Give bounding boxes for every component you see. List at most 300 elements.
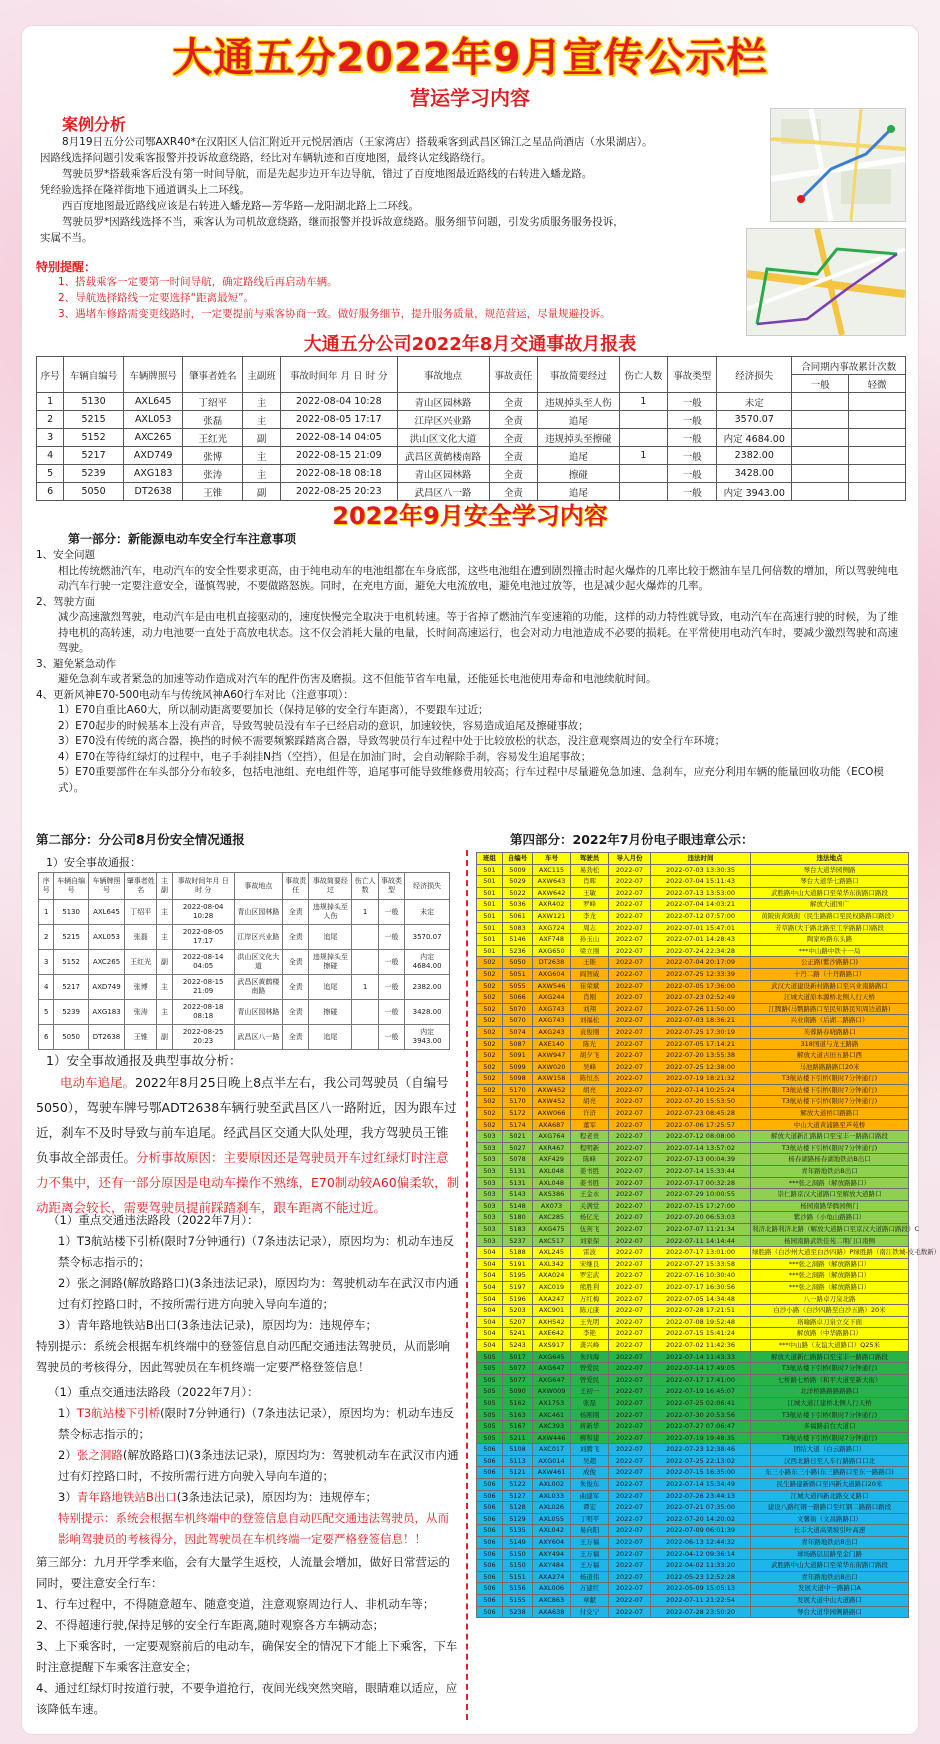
tip-item: 3、遇堵车修路需变更线路时，一定要提前与乘客协商一致。做好服务细节，提升服务质量，规范营运，尽量规避投诉。 <box>58 308 611 320</box>
table-cell: AXC461 <box>533 1409 571 1421</box>
table-header-cell: 违法地点 <box>751 853 909 865</box>
table-cell: 5130 <box>54 900 88 925</box>
table-cell: 5203 <box>503 1305 533 1317</box>
table-cell: AXC265 <box>88 950 125 975</box>
table-cell: 伍剑飞 <box>571 1224 609 1236</box>
table-cell: 丁明平 <box>571 1513 609 1525</box>
table-cell: 青山区园林路 <box>234 900 282 925</box>
safety-item-heading: 2、驾驶方面 <box>36 595 96 608</box>
table-cell: 2022-07-11 21:22:54 <box>651 1595 751 1607</box>
table-header-cell: 事故时间年月 日 时 分 <box>172 873 234 900</box>
table-cell: 5078 <box>503 1154 533 1166</box>
table-cell: 2022-07 <box>609 1200 651 1212</box>
table-cell: 程明新 <box>571 1142 609 1154</box>
table-cell: DT2638 <box>123 483 183 501</box>
table-cell: 一般 <box>668 465 717 483</box>
table-cell: AXL026 <box>533 1502 571 1514</box>
table-cell: AXL048 <box>533 1166 571 1178</box>
table-row <box>37 465 906 483</box>
table-cell: 易劲松 <box>571 864 609 876</box>
map-image-icon <box>747 229 905 335</box>
table-cell: 王锥 <box>183 483 243 501</box>
table-cell: 全责 <box>489 429 538 447</box>
table-cell: 主 <box>243 411 281 429</box>
table-cell: 5113 <box>503 1455 533 1467</box>
table-cell: AXR467 <box>533 1142 571 1154</box>
table-cell: 2022-07 <box>609 876 651 888</box>
table-row <box>477 992 909 1004</box>
table-cell: 2022-07-19 19:48:35 <box>651 1432 751 1444</box>
table-cell: 多福路前台大道口 <box>751 1421 909 1433</box>
table-cell: 2022-07-12 08:08:00 <box>651 1131 751 1143</box>
table-cell: 5170 <box>503 1096 533 1108</box>
table-row <box>477 1606 909 1618</box>
table-row <box>477 1363 909 1375</box>
route-map-2 <box>746 228 906 336</box>
table-cell: AXW643 <box>533 876 571 888</box>
table-cell: 洪山区文化大道 <box>397 429 489 447</box>
table-row <box>39 925 450 950</box>
table-cell: ***张之洞路（解放路路口） <box>751 1281 909 1293</box>
table-cell: 502 <box>477 1096 503 1108</box>
table-cell: 503 <box>477 1235 503 1247</box>
table-cell: AXF748 <box>533 934 571 946</box>
table-cell: ***张之洞路（解放路路口） <box>751 1258 909 1270</box>
table-cell: 追尾 <box>538 411 619 429</box>
table-cell: 5167 <box>503 1421 533 1433</box>
safety-item-text: 避免急刹车或者紧急的加速等动作造成对汽车的配件伤害及磨损。这不但能节省车电量，还能延长电池使用寿命和电池续航时间。 <box>58 673 657 685</box>
table-cell: 2022-07 <box>609 1409 651 1421</box>
table-cell: T3航站楼下引桥(限时7分钟通行) <box>751 1409 909 1421</box>
case-line: 8月19日五分公司鄂AXR40*在汉阳区人信汇附近开元悦居酒店（王家湾店）搭载乘客到武昌区锦江之星品尚酒店（水果湖店）。 <box>62 136 653 148</box>
table-cell: 506 <box>477 1571 503 1583</box>
table-cell: AXL645 <box>88 900 125 925</box>
table-row <box>477 1374 909 1386</box>
table-cell: AXG604 <box>533 968 571 980</box>
table-cell: 502 <box>477 1015 503 1027</box>
table-cell: 5162 <box>503 1397 533 1409</box>
table-cell: 2022-07 <box>609 980 651 992</box>
table-cell: 解放路（中华路路口） <box>751 1328 909 1340</box>
table-cell <box>352 925 378 950</box>
table-row <box>477 1583 909 1595</box>
table-cell: 5128 <box>503 1502 533 1514</box>
table-cell: AXG764 <box>533 1131 571 1143</box>
table-cell: 505 <box>477 1397 503 1409</box>
table-cell: 杨园南路武铁佳苑二期门口南侧 <box>751 1235 909 1247</box>
table-header-cell: 伤亡人数 <box>352 873 378 900</box>
table-cell <box>352 950 378 975</box>
table-header-cell: 肇事者姓名 <box>125 873 157 900</box>
table-cell: 兴业南路（后湖二路路口） <box>751 1015 909 1027</box>
table-cell: 武胜路中山大道路口至荣华东街路口路段 <box>751 887 909 899</box>
table-cell: 青山区园林路 <box>397 465 489 483</box>
table-cell: 副 <box>157 950 172 975</box>
table-cell: 2022-07 <box>609 1154 651 1166</box>
case-line: 驾驶员罗*因路线选择不当，乘客认为司机故意绕路，继而报警并投诉故意绕路。服务细节问题，引发劣质服务服务投诉， <box>62 216 624 228</box>
table-cell: 2022-07 <box>609 1038 651 1050</box>
table-cell: AXC901 <box>533 1305 571 1317</box>
table-cell: 5196 <box>503 1293 533 1305</box>
table-cell: 武胜路中山大道路口至荣华东街路口路段 <box>751 1560 909 1572</box>
table-cell: AXL245 <box>533 1247 571 1259</box>
table-cell: 芳草路(大于路北路至工学路路口)路段 <box>751 922 909 934</box>
table-cell: 王锥 <box>125 1025 157 1050</box>
table-cell: 副 <box>157 1025 172 1050</box>
table-cell: 3 <box>37 429 64 447</box>
table-cell: 2022-06-13 12:44:32 <box>651 1537 751 1549</box>
table-cell: 张涛 <box>183 465 243 483</box>
table-cell: 北洋桥路路路路路口 <box>751 1386 909 1398</box>
table-cell: 2022-07-23 02:52:49 <box>651 992 751 1004</box>
table-cell: 中山大道黄浦路至芦苑桥 <box>751 1119 909 1131</box>
table-cell: 5217 <box>64 447 124 465</box>
table-cell: 2022-07-13 00:04:39 <box>651 1154 751 1166</box>
violation-roads <box>36 1210 460 1720</box>
table-cell: 违规掉头至擦碰 <box>309 950 352 975</box>
table-cell: 2022-07-17 17:41:00 <box>651 1374 751 1386</box>
table-cell: 周志 <box>571 922 609 934</box>
table-cell: 公正路(紫沙路路口) <box>751 957 909 969</box>
table-cell: 易向阳 <box>571 1525 609 1537</box>
table-cell: 2022-07 <box>609 864 651 876</box>
table-cell: 肖晖 <box>571 876 609 888</box>
table-cell: 2022-08-18 08:18 <box>172 1000 234 1025</box>
table-cell: 5070 <box>503 1003 533 1015</box>
table-cell: 2022-08-25 20:23 <box>172 1025 234 1050</box>
table-cell: 2022-07 <box>609 1386 651 1398</box>
table-row <box>477 1131 909 1143</box>
table-cell: 503 <box>477 1200 503 1212</box>
table-cell: 违规掉头至人伤 <box>538 393 619 411</box>
table-cell: 5239 <box>64 465 124 483</box>
table-cell: 5180 <box>503 1212 533 1224</box>
table-cell: 5036 <box>503 899 533 911</box>
table-cell: 2022-07 <box>609 899 651 911</box>
table-cell: 2 <box>39 925 54 950</box>
compare-item: 2）E70起步的时候基本上没有声音，导致驾驶员没有车子已经启动的意识，加速较快，容易造成追尾及擦碰事故； <box>58 719 589 732</box>
table-cell: 2022-07 <box>609 1548 651 1560</box>
table-row <box>477 1003 909 1015</box>
table-cell: 503 <box>477 1154 503 1166</box>
table-cell: 505 <box>477 1409 503 1421</box>
table-cell: 全责 <box>489 483 538 501</box>
table-cell: AXW461 <box>533 1467 571 1479</box>
table-cell: AXL053 <box>88 925 125 950</box>
table-header-cell: 车辆牌照号 <box>88 873 125 900</box>
table-cell: 主 <box>243 393 281 411</box>
road-item <box>36 1487 460 1508</box>
table-cell: AXW947 <box>533 1050 571 1062</box>
table-cell <box>619 411 668 429</box>
table-cell: AXW020 <box>533 1061 571 1073</box>
table-cell: 2022-07 <box>609 1061 651 1073</box>
table-cell: 5238 <box>503 1606 533 1618</box>
road-prefix: 2） <box>58 1448 77 1462</box>
table-cell: 5241 <box>503 1328 533 1340</box>
table-cell: 2022-07 <box>609 1432 651 1444</box>
table-row <box>477 1084 909 1096</box>
road-prefix: 3） <box>58 1490 77 1504</box>
table-cell: DT2638 <box>88 1025 125 1050</box>
table-cell: 罗峰 <box>571 899 609 911</box>
table-row <box>477 945 909 957</box>
table-cell <box>849 429 906 447</box>
table-cell: 5131 <box>503 1177 533 1189</box>
road-prefix: 1） <box>58 1406 77 1420</box>
section-subtitle: 营运学习内容 <box>410 86 530 110</box>
table-cell: AXS386 <box>533 1189 571 1201</box>
table-cell: 506 <box>477 1502 503 1514</box>
table-cell: 李龙 <box>571 910 609 922</box>
special-note: 特别提示：系统会根据车机终端中的登签信息自动匹配交通违法驾驶员，从而影响驾驶员的考核得分，因此驾驶员在车机终端一定要严格登签信息！！ <box>58 1511 449 1546</box>
table-header-cell: 一般 <box>792 375 849 393</box>
table-cell: 武汉大道建设新村路路口至兴业南路路口 <box>751 980 909 992</box>
table-cell: 陈元康 <box>571 1305 609 1317</box>
table-cell: 2022-07-23 08:45:28 <box>651 1108 751 1120</box>
table-header-cell: 伤亡人数 <box>619 357 668 393</box>
table-cell: 副 <box>243 429 281 447</box>
road-item <box>36 1445 460 1487</box>
table-cell: 全责 <box>489 447 538 465</box>
table-row <box>477 1537 909 1549</box>
table-cell: 501 <box>477 864 503 876</box>
table-cell: 2022-07 <box>609 1050 651 1062</box>
table-cell: 504 <box>477 1316 503 1328</box>
table-cell: 2022-07-14 17:49:05 <box>651 1363 751 1375</box>
table-row <box>477 1490 909 1502</box>
table-cell: 刘腾飞 <box>571 1444 609 1456</box>
table-cell: 2022-08-18 08:18 <box>281 465 397 483</box>
table-cell: 全责 <box>283 900 309 925</box>
table-cell: 成俊 <box>571 1467 609 1479</box>
table-cell: 2022-07-28 17:21:51 <box>651 1305 751 1317</box>
table-cell: 1 <box>37 393 64 411</box>
table-cell: AXW642 <box>533 887 571 899</box>
table-cell: 506 <box>477 1513 503 1525</box>
table-header-cell: 事故责任 <box>283 873 309 900</box>
table-cell: 2022-07 <box>609 1166 651 1178</box>
table-cell: 2022-07-16 10:30:40 <box>651 1270 751 1282</box>
table-cell: 关满堂 <box>571 1200 609 1212</box>
table-cell: T3航站楼下引桥(限时7分钟通行) <box>751 1142 909 1154</box>
table-cell: 2022-08-04 10:28 <box>281 393 397 411</box>
table-cell: 主 <box>243 465 281 483</box>
table-cell: 一般 <box>378 900 404 925</box>
safety-item-text: 相比传统燃油汽车，电动汽车的安全性要求更高，由于纯电动车的电池组都在车身底部，这些电池组在遭到剧烈撞击时起火爆炸的几率比较于燃油车呈几何倍数的增加，所以驾驶纯电动汽车行驶一定要注意安全，谨慎驾驶，不要做路怒族。同时，在充电方面，避免大电流放电，避免电池过放等，也是减少起火爆炸的几率。 <box>58 564 898 592</box>
table-cell: 502 <box>477 1050 503 1062</box>
table-cell: 青年路地铁站B出口 <box>751 1537 909 1549</box>
table-cell: 万红梅 <box>571 1293 609 1305</box>
table-cell: 2022-07-04 15:11:43 <box>651 876 751 888</box>
table-cell: 5087 <box>503 1038 533 1050</box>
table-cell: 姜书胜 <box>571 1177 609 1189</box>
road-name: 青年路地铁站B出口 <box>76 1490 177 1504</box>
table-cell: 2022-08-25 20:23 <box>281 483 397 501</box>
table-row <box>477 1386 909 1398</box>
analysis-heading: 1）安全事故通报及典型事故分析： <box>46 1053 242 1068</box>
table-cell: 违规掉头至擦碰 <box>538 429 619 447</box>
table-cell: 2022-07-30 20:53:56 <box>651 1409 751 1421</box>
table-cell: 一般 <box>378 975 404 1000</box>
table-row <box>39 1025 450 1050</box>
table-cell: AXD749 <box>123 447 183 465</box>
table-cell: 2022-07 <box>609 1421 651 1433</box>
table-cell: 吴峰 <box>571 1061 609 1073</box>
table-cell: 5091 <box>503 1050 533 1062</box>
table-cell: 1 <box>352 900 378 925</box>
table-cell: 柳和建 <box>571 1432 609 1444</box>
table-cell: 张磊 <box>183 411 243 429</box>
table-cell: 2022-07 <box>609 1583 651 1595</box>
table-cell: 4 <box>39 975 54 1000</box>
table-cell: 503 <box>477 1131 503 1143</box>
road-detail: (解放路路口)(3条违法记录)，原因均为：驾驶机动车在武汉市内通过有灯控路口时，不按所需行进方向驶入导向车道的； <box>58 1448 459 1483</box>
analysis-cause: 分析事故原因：主要原因还是驾驶员开车过红绿灯时注意力不集中，还有一部分原因是电动车操作不熟练，E70制动较A60偏柔软，制动距离会较长，需要驾驶员提前踩踏刹车，跟车距离不能过近。 <box>36 1150 460 1215</box>
table-cell: 2022-04-02 11:33:20 <box>651 1560 751 1572</box>
table-cell: 2022-07-05 17:36:00 <box>651 980 751 992</box>
table-cell: AXG183 <box>123 465 183 483</box>
table-cell: 5121 <box>503 1467 533 1479</box>
table-cell: 5022 <box>503 887 533 899</box>
table-cell: 王红光 <box>125 950 157 975</box>
table-row <box>477 1177 909 1189</box>
table-cell: 2022-07 <box>609 1351 651 1363</box>
table-cell: T3航站楼下引桥(限时7分钟通行) <box>751 1363 909 1375</box>
table-cell: 文馨街（文昌路路口） <box>751 1513 909 1525</box>
table-cell: 追尾 <box>309 975 352 1000</box>
table-cell: 5027 <box>503 1142 533 1154</box>
table-cell: 5152 <box>64 429 124 447</box>
table-row <box>477 1351 909 1363</box>
table-cell: 王万福 <box>571 1560 609 1572</box>
table-cell: AXW121 <box>533 910 571 922</box>
table-cell: DT2638 <box>533 957 571 969</box>
table-cell: 全责 <box>283 1000 309 1025</box>
table-cell: 2022-07 <box>609 1015 651 1027</box>
table-cell: 曲建军 <box>571 1490 609 1502</box>
case-line: 因路线选择问题引发乘客报警并投诉故意绕路，经比对车辆轨迹和百度地图，最终认定线路绕行。 <box>40 152 492 164</box>
table-cell: 王敏 <box>571 887 609 899</box>
table-cell: AXL033 <box>533 1490 571 1502</box>
table-cell: 万建红 <box>571 1583 609 1595</box>
table-cell: 一般 <box>668 429 717 447</box>
table-header-cell: 序号 <box>37 357 64 393</box>
safety-item-heading: 4、更新风神E70-500电动车与传统风神A60行车对比（注意事项）： <box>36 688 354 701</box>
table-cell: 5 <box>37 465 64 483</box>
tips-heading: 特别提醒： <box>36 260 97 274</box>
table-cell: 蒋新华 <box>571 1421 609 1433</box>
table-cell: 江城大道四新北路交叉路口 <box>751 1490 909 1502</box>
table-cell: 主 <box>157 925 172 950</box>
table-cell: 主 <box>157 900 172 925</box>
table-cell: 2022-07 <box>609 1339 651 1351</box>
table-cell: AXG183 <box>88 1000 125 1025</box>
table-header-row <box>39 873 450 900</box>
table-cell: 王金永 <box>571 1189 609 1201</box>
table-cell: AX1753 <box>533 1397 571 1409</box>
table-cell: 八一路卓刀泉北路 <box>751 1293 909 1305</box>
table-cell: 502 <box>477 1038 503 1050</box>
table-header-cell: 自编号 <box>503 853 533 865</box>
table-cell: 502 <box>477 1073 503 1085</box>
table-cell: 2022-07-28 23:50:20 <box>651 1606 751 1618</box>
part2-sub: 1）安全事故通报： <box>46 856 141 869</box>
table-cell: 502 <box>477 1026 503 1038</box>
table-cell: 解放大道古田五路口西 <box>751 1050 909 1062</box>
table-cell: AXA687 <box>533 1119 571 1131</box>
table-row <box>477 1432 909 1444</box>
table-cell: 王万福 <box>571 1537 609 1549</box>
table-cell: 2022-07-24 22:34:28 <box>651 945 751 957</box>
table-cell: 5135 <box>503 1525 533 1537</box>
table-cell: 2022-07 <box>609 910 651 922</box>
table-cell: 一般 <box>378 1025 404 1050</box>
table-cell: AXG647 <box>533 1374 571 1386</box>
table-row <box>477 1502 909 1514</box>
table-cell: 2022-07-02 11:42:36 <box>651 1339 751 1351</box>
table-cell: ***张之洞路（解放路路口） <box>751 1270 909 1282</box>
table-cell: 2022-07-23 12:38:46 <box>651 1444 751 1456</box>
table-row <box>477 1026 909 1038</box>
table-row <box>477 1467 909 1479</box>
table-cell: 张博 <box>125 975 157 1000</box>
table-cell: 2022-07 <box>609 1235 651 1247</box>
table-cell: 青山区园林路 <box>234 1000 282 1025</box>
table-cell: 七桥路七桥路（和平大道至新大街） <box>751 1374 909 1386</box>
table-cell: 5074 <box>503 1026 533 1038</box>
table-cell: 5152 <box>54 950 88 975</box>
table-cell: 2022-07-27 07:06:47 <box>651 1421 751 1433</box>
table-cell: 追尾 <box>309 1025 352 1050</box>
table-cell: 全责 <box>489 393 538 411</box>
table-cell: 武昌区黄鹤楼南路 <box>397 447 489 465</box>
table-cell: 2022-08-15 21:09 <box>172 975 234 1000</box>
table-cell: 1 <box>619 447 668 465</box>
table-cell <box>792 411 849 429</box>
table-header-cell: 经济损失 <box>717 357 792 393</box>
table-cell: 5090 <box>503 1386 533 1398</box>
table-cell: 502 <box>477 968 503 980</box>
table-cell: 内定 4684.00 <box>405 950 450 975</box>
table-cell: 5146 <box>503 934 533 946</box>
table-cell: 2022-07-04 20:17:09 <box>651 957 751 969</box>
table-cell: 刘翔 <box>571 1003 609 1015</box>
table-cell: 崇仁路京汉大道路口至解放大道路口 <box>751 1189 909 1201</box>
table-row <box>39 975 450 1000</box>
table-cell: T3航站楼下引桥(限时7分钟通行) <box>751 1073 909 1085</box>
table-cell: 芙蓉路春晓路路口 <box>751 1026 909 1038</box>
table-cell: 505 <box>477 1351 503 1363</box>
table-cell: 阎智威 <box>571 968 609 980</box>
table-cell: 2022-07 <box>609 1316 651 1328</box>
table-cell: 追尾 <box>538 447 619 465</box>
table-cell: 江岸区兴业路 <box>397 411 489 429</box>
table-cell: 2022-07-19 16:45:07 <box>651 1386 751 1398</box>
table-cell: 梁立刚 <box>571 945 609 957</box>
table-cell: 王初一 <box>571 1386 609 1398</box>
table-cell <box>849 465 906 483</box>
road-detail: (3条违法记录)，原因均为：违规停车； <box>176 1490 378 1504</box>
table-row <box>37 447 906 465</box>
table-cell: AXY484 <box>533 1560 571 1572</box>
table-row <box>477 922 909 934</box>
table-row <box>477 1328 909 1340</box>
table-cell: 2022-07-13 13:53:00 <box>651 887 751 899</box>
table-cell: 5174 <box>503 1119 533 1131</box>
table-cell: 505 <box>477 1432 503 1444</box>
table-row <box>477 1166 909 1178</box>
